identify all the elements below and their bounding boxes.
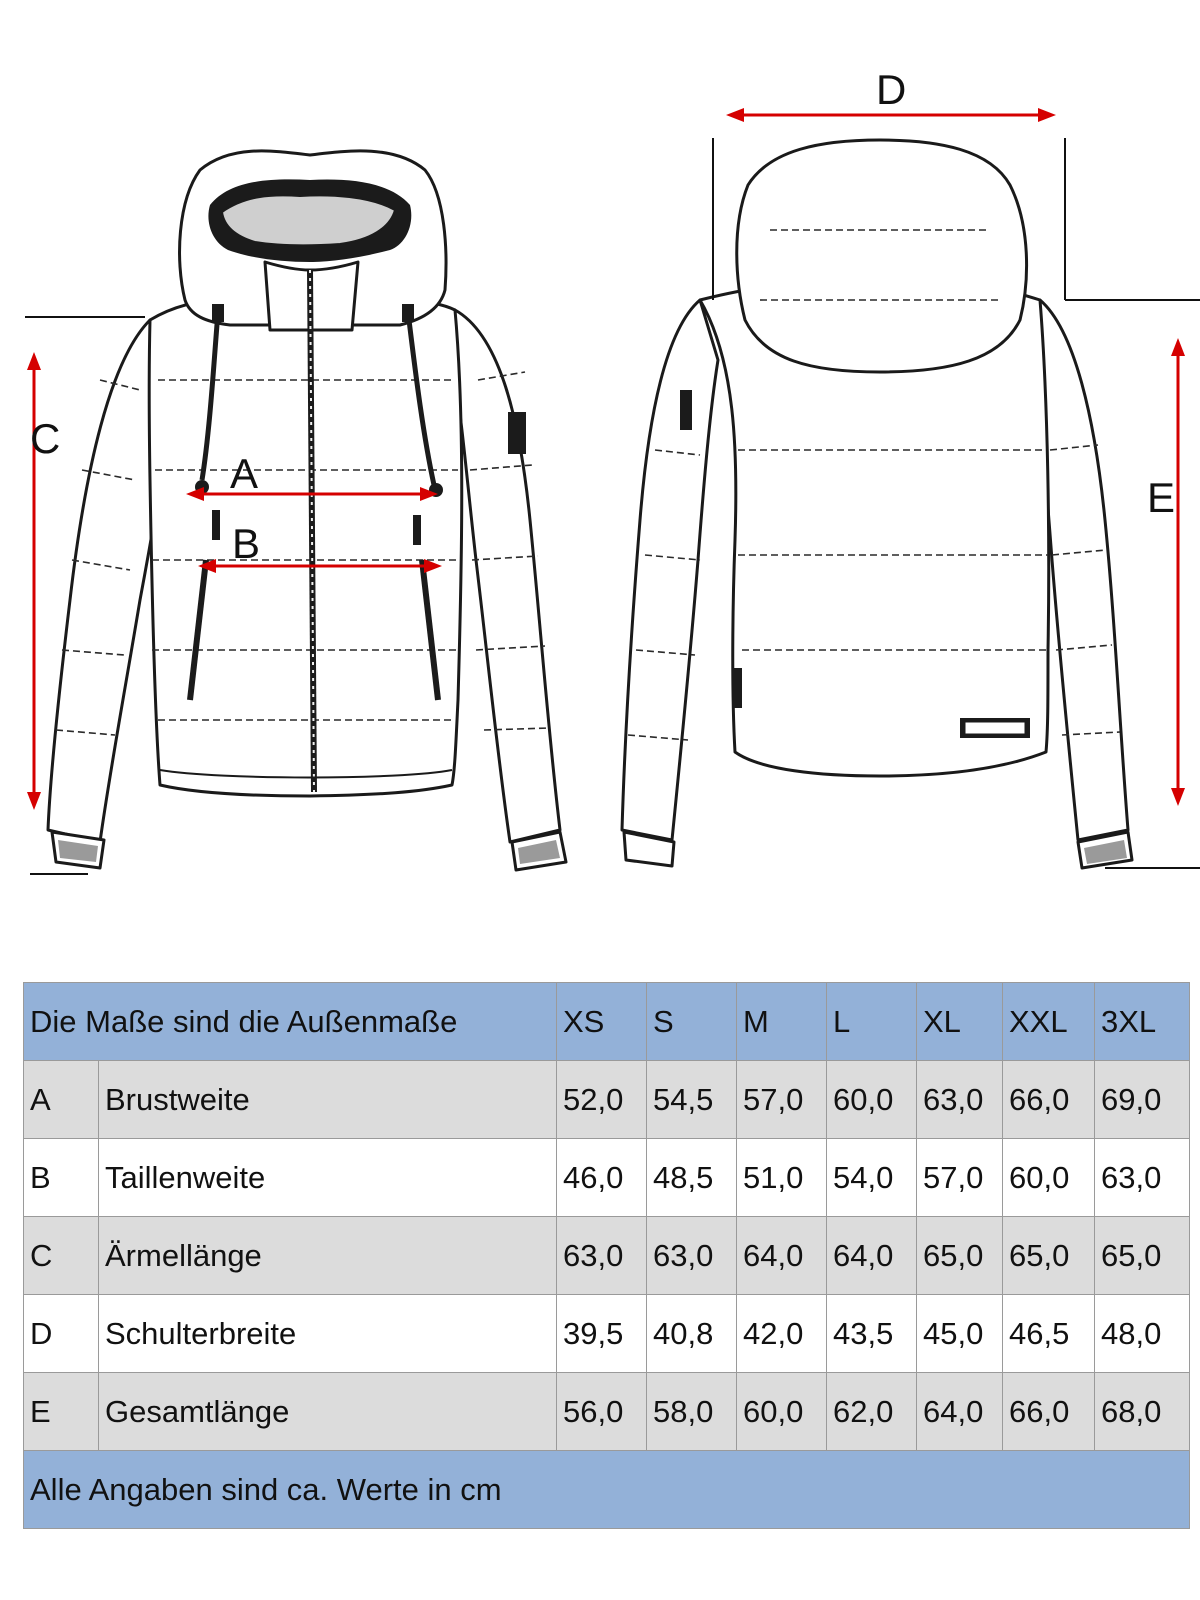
cell-value: 60,0 [737,1373,827,1451]
table-row [24,1295,1190,1373]
table-footer-note: Alle Angaben sind ca. Werte in cm [24,1451,1190,1529]
cell-value: 58,0 [647,1373,737,1451]
cell-value: 51,0 [737,1139,827,1217]
row-name: Taillenweite [99,1139,557,1217]
table-header-title: Die Maße sind die Außenmaße [24,983,557,1061]
cell-value: 63,0 [917,1061,1003,1139]
cell-value: 40,8 [647,1295,737,1373]
label-b: B [232,520,261,567]
cell-value: 65,0 [1095,1217,1190,1295]
label-a: A [230,450,259,497]
cell-value: 60,0 [1003,1139,1095,1217]
cell-value: 63,0 [557,1217,647,1295]
row-code: B [24,1139,99,1217]
table-header-row [24,983,1190,1061]
size-table [23,982,1190,1529]
table-row [24,1139,1190,1217]
cell-value: 54,0 [827,1139,917,1217]
label-e: E [1147,474,1176,521]
row-name: Brustweite [99,1061,557,1139]
cell-value: 66,0 [1003,1373,1095,1451]
cell-value: 64,0 [737,1217,827,1295]
cell-value: 64,0 [827,1217,917,1295]
cell-value: 68,0 [1095,1373,1190,1451]
cell-value: 57,0 [917,1139,1003,1217]
row-code: A [24,1061,99,1139]
cell-value: 65,0 [1003,1217,1095,1295]
cell-value: 45,0 [917,1295,1003,1373]
row-code: D [24,1295,99,1373]
cell-value: 52,0 [557,1061,647,1139]
cell-value: 64,0 [917,1373,1003,1451]
row-name: Ärmellänge [99,1217,557,1295]
cell-value: 69,0 [1095,1061,1190,1139]
cell-value: 54,5 [647,1061,737,1139]
size-header: XXL [1003,983,1095,1061]
row-name: Gesamtlänge [99,1373,557,1451]
cell-value: 57,0 [737,1061,827,1139]
size-header: XL [917,983,1003,1061]
cell-value: 42,0 [737,1295,827,1373]
size-header: M [737,983,827,1061]
arrow-e [1171,338,1185,806]
table-row [24,1217,1190,1295]
cell-value: 39,5 [557,1295,647,1373]
cell-value: 56,0 [557,1373,647,1451]
row-name: Schulterbreite [99,1295,557,1373]
table-row [24,1061,1190,1139]
size-header: XS [557,983,647,1061]
size-header: L [827,983,917,1061]
label-d: D [876,66,907,113]
cell-value: 48,5 [647,1139,737,1217]
table-footer-row [24,1451,1190,1529]
cell-value: 60,0 [827,1061,917,1139]
size-header: 3XL [1095,983,1190,1061]
table-row [24,1373,1190,1451]
size-header: S [647,983,737,1061]
cell-value: 66,0 [1003,1061,1095,1139]
row-code: E [24,1373,99,1451]
cell-value: 43,5 [827,1295,917,1373]
cell-value: 48,0 [1095,1295,1190,1373]
cell-value: 46,5 [1003,1295,1095,1373]
cell-value: 63,0 [647,1217,737,1295]
cell-value: 62,0 [827,1373,917,1451]
cell-value: 63,0 [1095,1139,1190,1217]
jacket-back-view [622,140,1132,868]
cell-value: 46,0 [557,1139,647,1217]
jacket-front-view [48,151,566,870]
row-code: C [24,1217,99,1295]
label-c: C [30,415,61,462]
cell-value: 65,0 [917,1217,1003,1295]
